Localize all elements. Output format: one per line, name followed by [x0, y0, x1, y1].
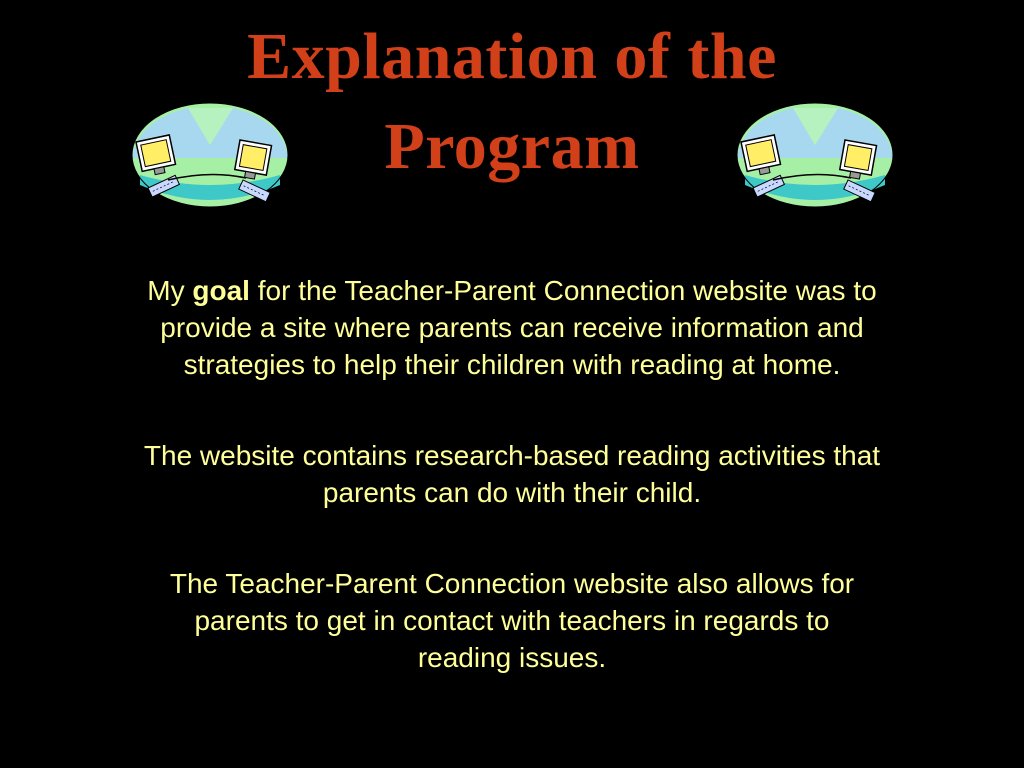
paragraph-goal-line-2: provide a site where parents can receive information and: [160, 312, 864, 343]
paragraph-activities-line-1: The website contains research-based reading activities that: [143, 440, 881, 471]
paragraph-contact-line-2: parents to get in contact with teachers in regards to: [194, 605, 830, 636]
paragraph-goal-line-1: [40, 272, 984, 309]
computer-network-icon: [733, 100, 898, 215]
paragraph-activities-line-2: parents can do with their child.: [322, 477, 702, 508]
paragraph-goal: [40, 272, 984, 383]
computer-network-icon: [128, 100, 293, 215]
paragraph-contact: [40, 565, 984, 676]
text-fragment: for the Teacher-Parent Connection website was to: [249, 275, 877, 306]
slide-body: [40, 272, 984, 730]
paragraph-contact-line-1: The Teacher-Parent Connection website also allows for: [169, 568, 855, 599]
title-line-2: Program: [384, 110, 640, 183]
paragraph-contact-line-3: reading issues.: [417, 642, 607, 673]
title-line-1: Explanation of the: [247, 20, 777, 93]
emphasis-goal: goal: [192, 275, 250, 306]
paragraph-goal-line-3: strategies to help their children with reading at home.: [183, 349, 841, 380]
text-fragment: My: [147, 275, 193, 306]
paragraph-activities: [40, 437, 984, 511]
